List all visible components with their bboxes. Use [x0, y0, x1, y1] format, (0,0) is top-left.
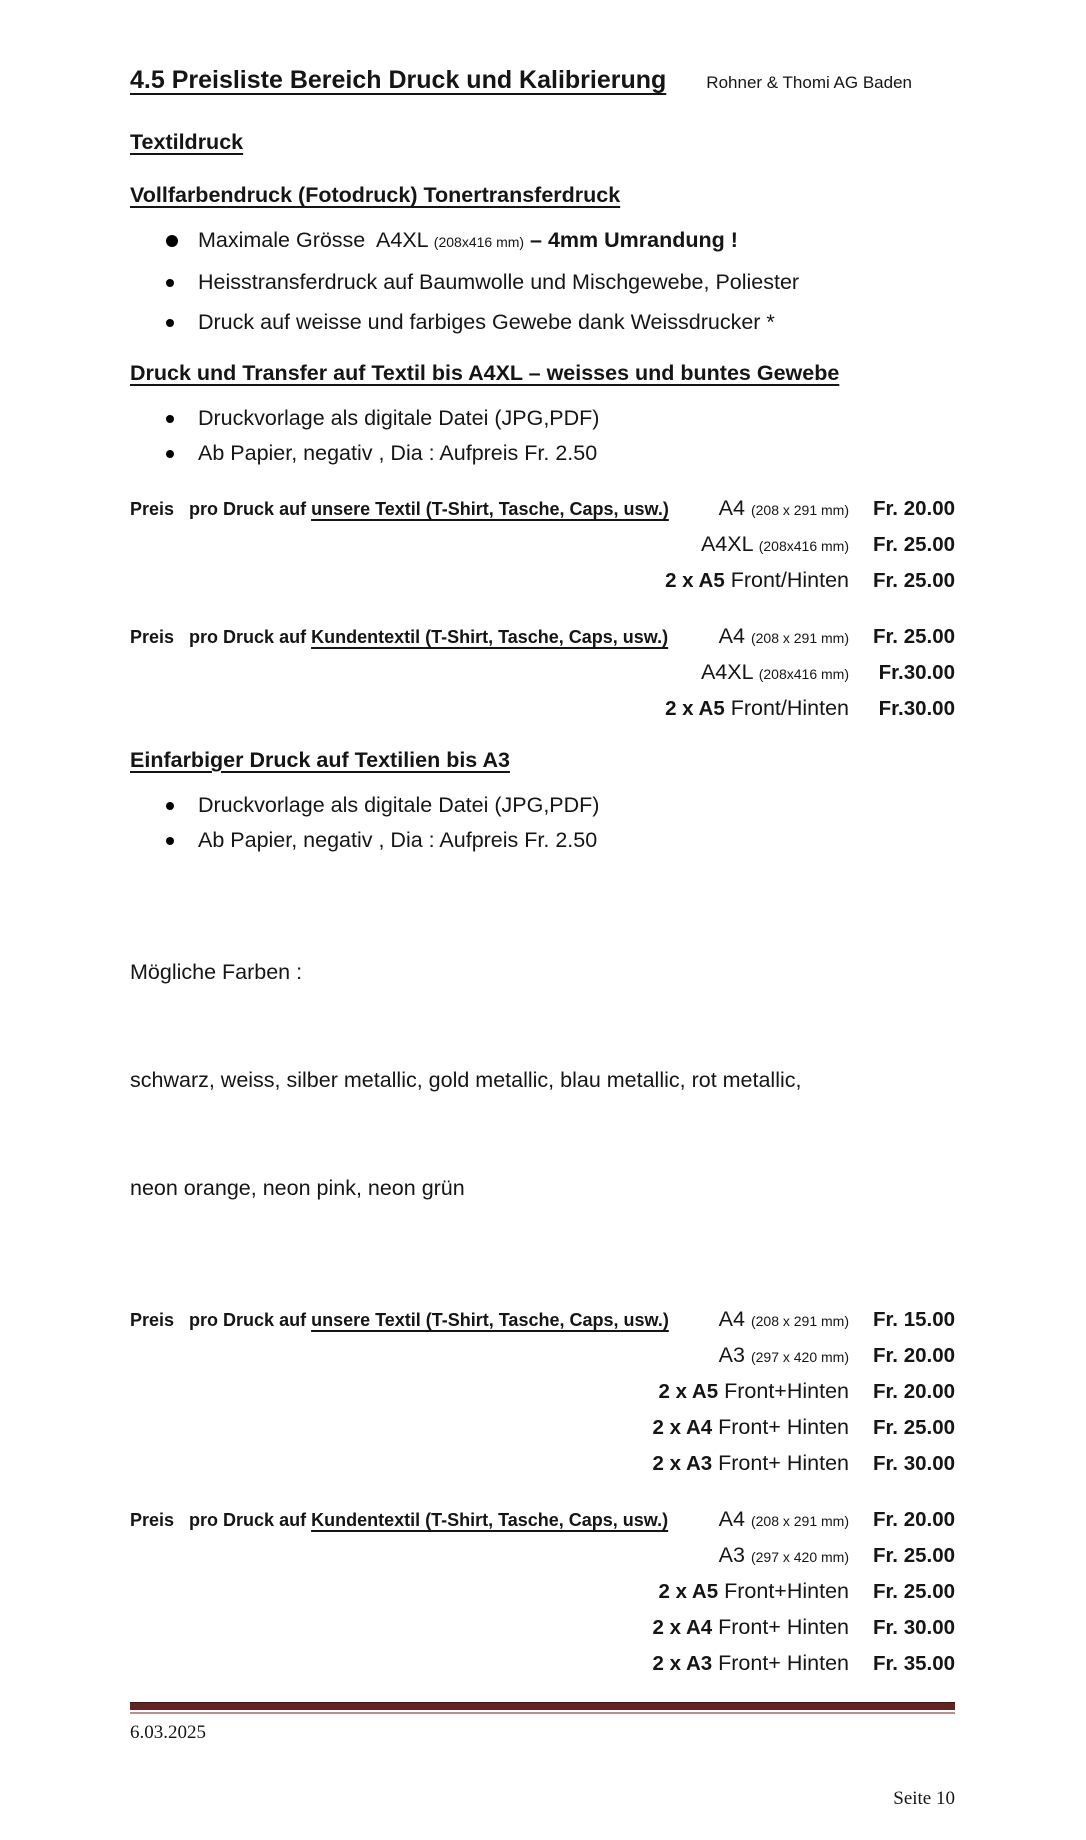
price-row	[130, 1446, 955, 1482]
footer-date: 6.03.2025	[130, 1722, 206, 1743]
size-label: A4 (208 x 291 mm)	[718, 496, 849, 520]
price-target: unsere Textil (T-Shirt, Tasche, Caps, usw.)	[311, 499, 669, 519]
price-value: Fr. 15.00	[872, 1308, 955, 1331]
page-number: Seite 10	[893, 1788, 955, 1809]
prefix-text: pro Druck auf	[189, 499, 312, 519]
bullet-item	[130, 227, 955, 256]
bullet-icon	[166, 837, 174, 845]
price-row	[130, 1610, 955, 1646]
price-row	[130, 691, 955, 727]
bullet-item	[130, 827, 955, 854]
price-value: Fr. 25.00	[872, 533, 955, 556]
heading-druck-transfer-a4xl: Druck und Transfer auf Textil bis A4XL – weisses und buntes Gewebe	[130, 361, 840, 385]
price-row	[130, 491, 955, 527]
price-target: Kundentextil (T-Shirt, Tasche, Caps, usw.)	[311, 627, 669, 647]
price-row-prefix	[130, 1303, 669, 1337]
colors-list-line1: schwarz, weiss, silber metallic, gold metallic, blau metallic, rot metallic,	[130, 1068, 802, 1092]
colors-intro: Mögliche Farben :	[130, 960, 303, 984]
price-row	[130, 1538, 955, 1574]
preis-label: Preis	[130, 627, 175, 647]
size-label: A3 (297 x 420 mm)	[718, 1343, 849, 1367]
colors-list-line2: neon orange, neon pink, neon grün	[130, 1176, 465, 1200]
document-header	[130, 66, 955, 95]
price-value: Fr. 20.00	[872, 497, 955, 520]
bullet-text: Druckvorlage als digitale Datei (JPG,PDF)	[198, 793, 600, 817]
price-row	[130, 527, 955, 563]
price-row	[130, 1574, 955, 1610]
size-note: (208x416 mm)	[433, 234, 525, 250]
bullet-text: Druck auf weisse und farbiges Gewebe dank Weissdrucker *	[198, 310, 775, 334]
possible-colors-paragraph	[130, 882, 955, 1278]
heading-textildruck: Textildruck	[130, 130, 244, 154]
bullet-text-bold: – 4mm Umrandung !	[524, 228, 738, 252]
price-row	[130, 1646, 955, 1682]
bullet-text	[198, 227, 738, 256]
price-value: Fr. 30.00	[872, 1616, 955, 1639]
price-row-prefix	[130, 1503, 668, 1537]
price-value: Fr.30.00	[878, 697, 955, 720]
price-value: Fr. 25.00	[872, 1544, 955, 1567]
size-label: 2 x A4 Front+ Hinten	[652, 1615, 849, 1639]
price-value: Fr. 25.00	[872, 1416, 955, 1439]
size-label: A4XL (208x416 mm)	[700, 660, 849, 684]
prefix-text: pro Druck auf	[189, 627, 312, 647]
price-row	[130, 1374, 955, 1410]
price-row-prefix	[130, 492, 669, 526]
size-label: 2 x A5 Front+Hinten	[658, 1579, 849, 1603]
bullet-item	[130, 440, 955, 467]
price-block-unsere-textil-vollfarbe	[130, 491, 955, 599]
bullet-text: Druckvorlage als digitale Datei (JPG,PDF)	[198, 406, 600, 430]
preis-label: Preis	[130, 1510, 175, 1530]
footer-divider-thick-line	[130, 1702, 955, 1710]
bullet-icon	[166, 450, 174, 458]
price-value: Fr. 20.00	[872, 1344, 955, 1367]
size-label: 2 x A5 Front/Hinten	[665, 568, 849, 592]
preis-label: Preis	[130, 1310, 175, 1330]
price-value: Fr. 35.00	[872, 1652, 955, 1675]
bullet-icon	[166, 415, 174, 423]
prefix-text: pro Druck auf	[189, 1510, 312, 1530]
price-value: Fr. 25.00	[872, 625, 955, 648]
price-row	[130, 1338, 955, 1374]
price-row	[130, 655, 955, 691]
size-label: 2 x A3 Front+ Hinten	[652, 1651, 849, 1675]
einfarbig-bullet-list	[130, 792, 955, 854]
size-label: A4 (208 x 291 mm)	[718, 1507, 849, 1531]
price-target: Kundentextil (T-Shirt, Tasche, Caps, usw.)	[311, 1510, 669, 1530]
bullet-item	[130, 269, 955, 296]
price-value: Fr. 25.00	[872, 569, 955, 592]
bullet-item	[130, 309, 955, 336]
size-label: A3 (297 x 420 mm)	[718, 1543, 849, 1567]
price-row	[130, 619, 955, 655]
bullet-text-main: Maximale Grösse A4XL	[198, 228, 434, 252]
vollfarben-bullet-list	[130, 227, 955, 336]
price-row	[130, 1410, 955, 1446]
price-block-unsere-textil-einfarbig	[130, 1302, 955, 1482]
heading-vollfarbendruck: Vollfarbendruck (Fotodruck) Tonertransferdruck	[130, 183, 621, 207]
bullet-text: Ab Papier, negativ , Dia : Aufpreis Fr. 2.50	[198, 828, 598, 852]
size-label: A4 (208 x 291 mm)	[718, 624, 849, 648]
price-value: Fr. 30.00	[872, 1452, 955, 1475]
price-value: Fr.30.00	[878, 661, 955, 684]
size-label: A4 (208 x 291 mm)	[718, 1307, 849, 1331]
price-value: Fr. 20.00	[872, 1508, 955, 1531]
page-title: 4.5 Preisliste Bereich Druck und Kalibrierung	[130, 66, 667, 94]
price-row	[130, 563, 955, 599]
transfer-bullet-list	[130, 405, 955, 467]
price-value: Fr. 25.00	[872, 1580, 955, 1603]
bullet-text: Ab Papier, negativ , Dia : Aufpreis Fr. 2.50	[198, 441, 598, 465]
size-label: A4XL (208x416 mm)	[700, 532, 849, 556]
price-block-kundentextil-vollfarbe	[130, 619, 955, 727]
bullet-icon	[166, 235, 178, 247]
price-target: unsere Textil (T-Shirt, Tasche, Caps, usw.)	[311, 1310, 669, 1330]
price-value: Fr. 20.00	[872, 1380, 955, 1403]
prefix-text: pro Druck auf	[189, 1310, 312, 1330]
size-label: 2 x A4 Front+ Hinten	[652, 1415, 849, 1439]
price-row	[130, 1302, 955, 1338]
size-label: 2 x A5 Front+Hinten	[658, 1379, 849, 1403]
company-name: Rohner & Thomi AG Baden	[706, 73, 912, 92]
footer-divider-thin-line	[130, 1712, 955, 1714]
heading-einfarbiger-druck: Einfarbiger Druck auf Textilien bis A3	[130, 748, 510, 772]
size-label: 2 x A3 Front+ Hinten	[652, 1451, 849, 1475]
bullet-text: Heisstransferdruck auf Baumwolle und Mischgewebe, Poliester	[198, 270, 800, 294]
bullet-item	[130, 405, 955, 432]
bullet-icon	[166, 279, 174, 287]
bullet-icon	[166, 802, 174, 810]
footer-divider	[130, 1702, 955, 1714]
price-row	[130, 1502, 955, 1538]
bullet-icon	[166, 319, 174, 327]
price-block-kundentextil-einfarbig	[130, 1502, 955, 1682]
size-label: 2 x A5 Front/Hinten	[665, 696, 849, 720]
price-row-prefix	[130, 620, 668, 654]
bullet-item	[130, 792, 955, 819]
preis-label: Preis	[130, 499, 175, 519]
